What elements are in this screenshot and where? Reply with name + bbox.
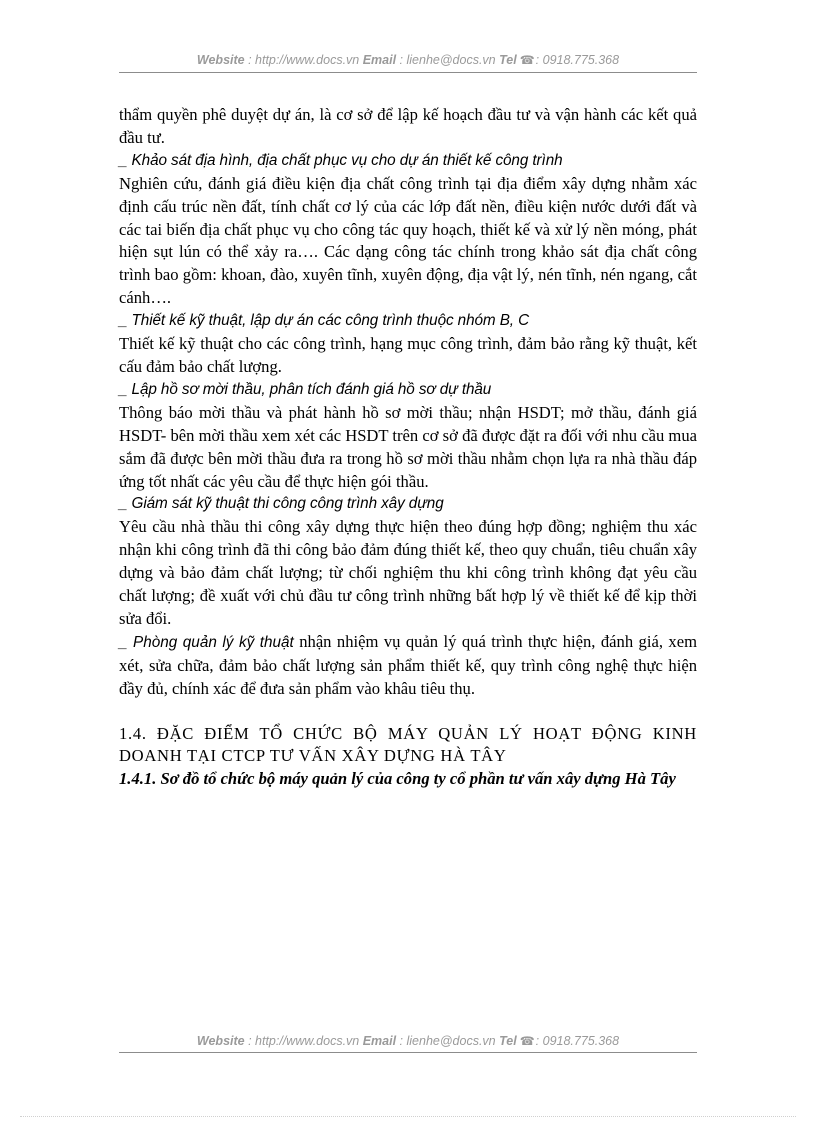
paragraph-survey: Nghiên cứu, đánh giá điều kiện địa chất công trình tại địa điểm xây dựng nhằm xác định cấu trúc nền đất, tính chất cơ lý của các lớp đất nền, điều kiện nước dưới đất và các tai biến địa chất phục vụ cho công tác quy hoạch, thiết kế và xử lý nền móng, phát hiện sụt lún có thể xảy ra…. Các dạng công tác chính trong khảo sát địa chất công trình bao gồm: khoan, đào, xuyên tĩnh, xuyên động, địa vật lý, nén tĩnh, nén ngang, cắt cánh….	[119, 173, 697, 308]
header-rule	[119, 72, 697, 73]
footer-tel-value: : 0918.775.368	[535, 1034, 620, 1048]
phone-icon: ☎	[519, 1034, 535, 1048]
subheading-bidding: _ Lập hồ sơ mời thầu, phân tích đánh giá hồ sơ dự thầu	[119, 380, 492, 398]
subheading-survey: _ Khảo sát địa hình, địa chất phục vụ cho dự án thiết kế công trình	[119, 151, 563, 169]
header-website-link[interactable]: : http://www.docs.vn	[244, 53, 363, 67]
paragraph-technical-department	[119, 631, 697, 701]
technical-department-label: _ Phòng quản lý kỹ thuật	[119, 633, 294, 651]
page-bottom-divider	[20, 1116, 796, 1117]
phone-icon: ☎	[519, 53, 535, 67]
paragraph-technical-design: Thiết kế kỹ thuật cho các công trình, hạng mục công trình, đảm bảo rằng kỹ thuật, kết cấu đảm bảo chất lượng.	[119, 334, 697, 376]
footer-tel-label: Tel	[499, 1034, 517, 1048]
page-footer	[119, 1032, 697, 1050]
paragraph-investment: thẩm quyền phê duyệt dự án, là cơ sở để lập kế hoạch đầu tư và vận hành các kết quả đầu tư.	[119, 105, 697, 147]
footer-email-label: Email	[362, 1034, 397, 1048]
header-website-label: Website	[196, 53, 245, 67]
subheading-technical-design: _ Thiết kế kỹ thuật, lập dự án các công trình thuộc nhóm B, C	[119, 312, 530, 330]
footer-website-label: Website	[196, 1034, 245, 1048]
paragraph-bidding: Thông báo mời thầu và phát hành hồ sơ mời thầu; nhận HSDT; mở thầu, đánh giá HSDT- bên mời thầu xem xét các HSDT trên cơ sở đã được đặt ra đối với nhu cầu mua sắm đã được bên mời thầu đưa ra trong hồ sơ mời thầu nhằm chọn lựa ra nhà thầu đáp ứng tốt nhất các yêu cầu để thực hiện gói thầu.	[119, 402, 697, 491]
header-email-label: Email	[362, 53, 397, 67]
subsection-heading: 1.4.1. Sơ đồ tổ chức bộ máy quản lý của công ty cổ phần tư vấn xây dựng Hà Tây	[119, 769, 676, 789]
header-email-link[interactable]: : lienhe@docs.vn	[396, 53, 500, 67]
footer-rule	[119, 1052, 697, 1053]
header-tel-value: : 0918.775.368	[535, 53, 620, 67]
subheading-supervision: _ Giám sát kỹ thuật thi công công trình xây dựng	[119, 495, 444, 513]
footer-website-link[interactable]: : http://www.docs.vn	[244, 1034, 363, 1048]
footer-email-link[interactable]: : lienhe@docs.vn	[396, 1034, 500, 1048]
technical-department-text: nhận nhiệm vụ quản lý quá trình thực hiện, đánh giá, xem xét, sửa chữa, đảm bảo chất lượng sản phẩm thiết kế, quy trình công nghệ thực hiện đầy đủ, chính xác để đưa sản phẩm vào khâu tiêu thụ.	[119, 631, 697, 698]
section-heading: 1.4. ĐẶC ĐIỂM TỔ CHỨC BỘ MÁY QUẢN LÝ HOẠT ĐỘNG KINH DOANH TẠI CTCP TƯ VẤN XÂY DỰNG HÀ TÂY	[119, 723, 697, 766]
page-body	[119, 104, 697, 791]
paragraph-supervision: Yêu cầu nhà thầu thi công xây dựng thực hiện theo đúng hợp đồng; nghiệm thu xác nhận khi công trình đã thi công bảo đảm đúng thiết kế, theo quy chuẩn, tiêu chuẩn xây dựng và bảo đảm chất lượng; từ chối nghiệm thu khi công trình không đạt yêu cầu chất lượng; đề xuất với chủ đầu tư công trình những bất hợp lý về thiết kế để kịp thời sửa đổi.	[119, 517, 697, 628]
page-header	[119, 51, 697, 69]
header-tel-label: Tel	[499, 53, 517, 67]
